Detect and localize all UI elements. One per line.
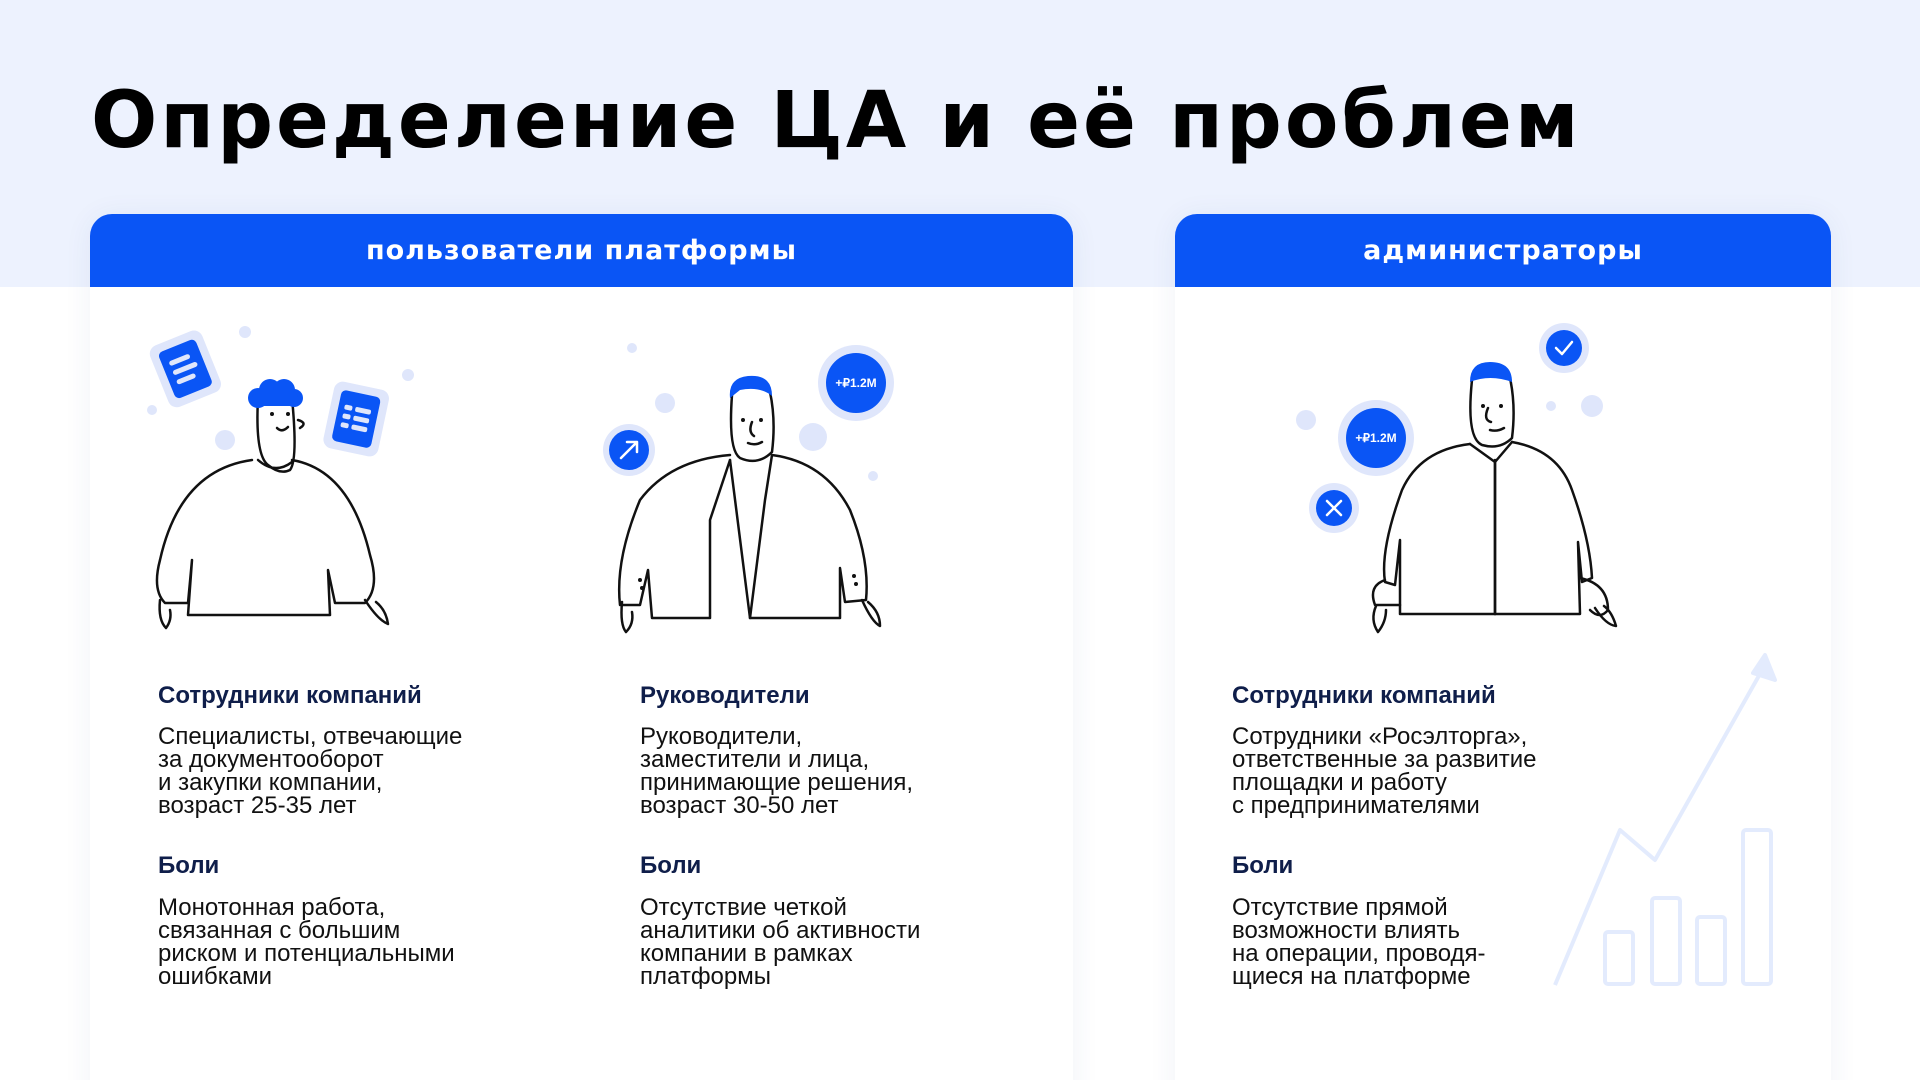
pains-label: Боли [640, 852, 702, 879]
card-header-admins: администраторы [1175, 214, 1831, 287]
pains-label: Боли [158, 852, 220, 879]
manager-illustration [600, 340, 900, 640]
close-icon [1309, 483, 1359, 533]
employee-illustration [140, 320, 440, 640]
arrow-up-right-icon [603, 424, 655, 476]
card-header-users: пользователи платформы [90, 214, 1073, 287]
persona-name: Сотрудники компаний [158, 682, 422, 709]
persona-pains: Отсутствие четкой аналитики об активности компании в рамках платформы [640, 894, 921, 990]
badge-text: +₽1.2M [835, 376, 877, 390]
badge-text: +₽1.2M [1355, 431, 1397, 445]
check-icon [1539, 323, 1589, 373]
persona-description: Специалисты, отвечающие за документооборот и закупки компании, возраст 25-35 лет [158, 723, 463, 819]
admin-illustration [1290, 320, 1650, 640]
page-title: Определение ЦА и её проблем [91, 76, 1582, 166]
persona-name: Руководители [640, 682, 810, 709]
pains-label: Боли [1232, 852, 1294, 879]
persona-description: Сотрудники «Росэлторга», ответственные за развитие площадки и работу с предпринимателями [1232, 723, 1537, 819]
persona-pains: Отсутствие прямой возможности влиять на операции, проводя- щиеся на платформе [1232, 894, 1486, 990]
document-icon [322, 380, 391, 458]
persona-name: Сотрудники компаний [1232, 682, 1496, 709]
money-badge [818, 345, 894, 421]
document-icon [147, 328, 224, 410]
persona-pains: Монотонная работа, связанная с большим риском и потенциальными ошибками [158, 894, 455, 990]
money-badge [1338, 400, 1414, 476]
growth-chart-icon [1545, 645, 1805, 990]
persona-description: Руководители, заместители и лица, принимающие решения, возраст 30-50 лет [640, 723, 914, 819]
